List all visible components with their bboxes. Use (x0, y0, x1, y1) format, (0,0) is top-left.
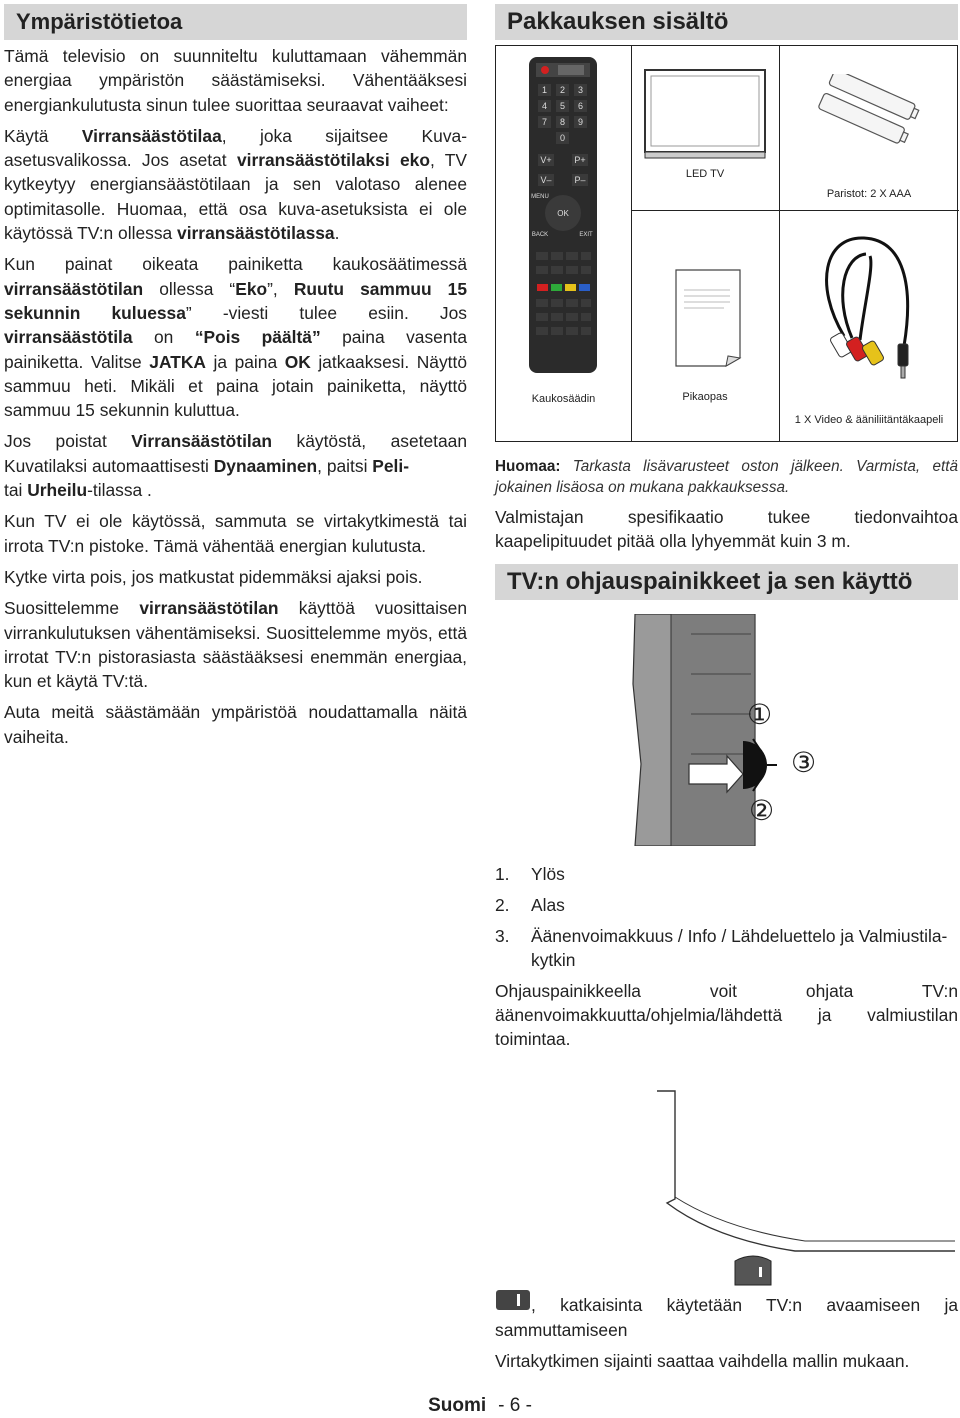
page-number: - 6 - (498, 1395, 532, 1416)
remote-label: Kaukosäädin (531, 393, 596, 405)
svg-text:9: 9 (577, 117, 584, 127)
callout-2: ② (749, 793, 775, 827)
callout-1: ① (747, 697, 773, 731)
power-switch-diagram (495, 1051, 958, 1279)
tv-back-illustration (655, 1089, 955, 1289)
tv-side-view-illustration (631, 614, 761, 846)
svg-text:V–: V– (540, 175, 552, 185)
package-note: Huomaa: Tarkasta lisävarusteet oston jälkeen. Varmista, että jokainen lisäosa on mukana pakkauksessa. (495, 458, 958, 496)
note-label: Huomaa: (495, 458, 561, 475)
env-screen-off-paragraph: Kun painat oikeata painiketta kaukosäätimessä virransäästötilan ollessa “Eko”, Ruutu sammuu 15 sekunnin kuluessa” -viesti tulee esiin. Jos virransäästötila on “Pois päältä” paina vasenta painiketta. Valitse JATKA ja paina OK jatkaaksesi. Näyttö sammuu heti. Mikäli et paina jotain painiketta, näyttö sammuu 15 sekunnin kuluttua. (4, 254, 467, 421)
env-power-save-paragraph: Käytä Virransäästötilaa, joka sijaitsee Kuva-asetusvalikossa. Jos asetat virransäästötilaksi eko, TV kytkeytyy energiansäästötilaan ja sen valotaso alenee optimitasolle. Huomaa, että osa kuva-asetuksista ei ole käytössä TV:n ollessa virransäästötilassa. (4, 125, 467, 244)
remote-control-illustration (528, 56, 598, 374)
svg-text:5: 5 (559, 101, 566, 111)
footer-language: Suomi (428, 1395, 487, 1416)
controls-description: Ohjauspainikkeella voit ohjata TV:n äänenvoimakkuutta/ohjelmia/lähdettä ja valmiustilan toimintaa. (495, 980, 958, 1050)
batteries-illustration (814, 74, 924, 144)
svg-text:BACK: BACK (531, 232, 549, 238)
svg-text:EXIT: EXIT (579, 232, 593, 238)
svg-text:3: 3 (577, 85, 584, 95)
cable-label: 1 X Video & ääniliitäntäkaapeli (794, 414, 944, 426)
environment-column (4, 4, 467, 749)
guide-label: Pikaopas (682, 391, 728, 403)
package-column (495, 4, 958, 1373)
page-footer (0, 1395, 960, 1417)
list-item: 1. Ylös (495, 863, 565, 884)
av-cable-illustration (804, 226, 934, 386)
svg-text:7: 7 (541, 117, 548, 127)
env-recommend-paragraph: Suosittelemme virransäästötilan käyttöä vuosittaisen virrankulutuksen vähentämiseksi. Suosittelemme myös, että irrotat TV:n pistorasiasta säästääksesi enemmän energiaa, kun et käytä TV:tä. (4, 598, 467, 692)
power-switch-text: , katkaisinta käytetään TV:n avaamiseen ja sammuttamiseen (495, 1289, 958, 1342)
svg-text:OK: OK (557, 209, 569, 218)
controls-heading: TV:n ohjauspainikkeet ja sen käyttö (495, 564, 958, 600)
grid-divider (779, 46, 780, 441)
grid-divider (631, 210, 959, 211)
power-switch-note: Virtakytkimen sijainti saattaa vaihdella mallin mukaan. (495, 1351, 910, 1372)
env-intro: Tämä televisio on suunniteltu kuluttamaan vähemmän energiaa ympäristön säästämiseksi. Vähentääksesi energiankulutusta sinun tulee suorittaa seuraavat vaiheet: (4, 46, 467, 115)
svg-text:P+: P+ (574, 155, 586, 165)
batteries-label: Paristot: 2 X AAA (826, 188, 912, 200)
env-closing-paragraph: Auta meitä säästämään ympäristöä noudattamalla näitä vaiheita. (4, 702, 467, 747)
svg-text:MENU: MENU (531, 194, 549, 200)
svg-text:P–: P– (574, 175, 586, 185)
tv-controls-diagram (495, 600, 958, 850)
tv-label: LED TV (685, 168, 725, 180)
svg-text:2: 2 (559, 85, 566, 95)
svg-text:1: 1 (541, 85, 548, 95)
svg-text:V+: V+ (540, 155, 552, 165)
control-knob-icon (737, 735, 777, 795)
list-item: 2. Alas (495, 894, 565, 915)
led-tv-illustration (643, 68, 767, 164)
list-item: 3. Äänenvoimakkuus / Info / Lähdeluettelo ja Valmiustila-kytkin (495, 925, 948, 970)
controls-list (495, 862, 958, 972)
svg-text:0: 0 (559, 133, 566, 143)
grid-divider (631, 46, 632, 441)
svg-text:4: 4 (541, 101, 548, 111)
package-heading: Pakkauksen sisältö (495, 4, 958, 40)
callout-3: ③ (791, 745, 817, 779)
power-switch-icon (495, 1289, 531, 1311)
cable-spec-note: Valmistajan spesifikaatio tukee tiedonvaihtoa kaapelipituudet pitää olla lyhyemmät kuin 3 m. (495, 507, 958, 552)
environment-heading: Ympäristötietoa (4, 4, 467, 40)
env-travel-paragraph: Kytke virta pois, jos matkustat pidemmäksi ajaksi pois. (4, 566, 423, 587)
quick-guide-illustration (674, 268, 742, 368)
env-unplug-paragraph: Kun TV ei ole käytössä, sammuta se virtakytkimestä tai irrota TV:n pistoke. Tämä vähentää energian kulutusta. (4, 511, 467, 556)
package-contents-grid (495, 45, 958, 442)
power-switch-icon (731, 1251, 775, 1287)
svg-text:8: 8 (559, 117, 566, 127)
svg-text:6: 6 (577, 101, 584, 111)
env-disable-paragraph: Jos poistat Virransäästötilan käytöstä, asetetaan Kuvatilaksi automaattisesti Dynaaminen, paitsi Peli- tai Urheilu-tilassa . (4, 431, 467, 501)
